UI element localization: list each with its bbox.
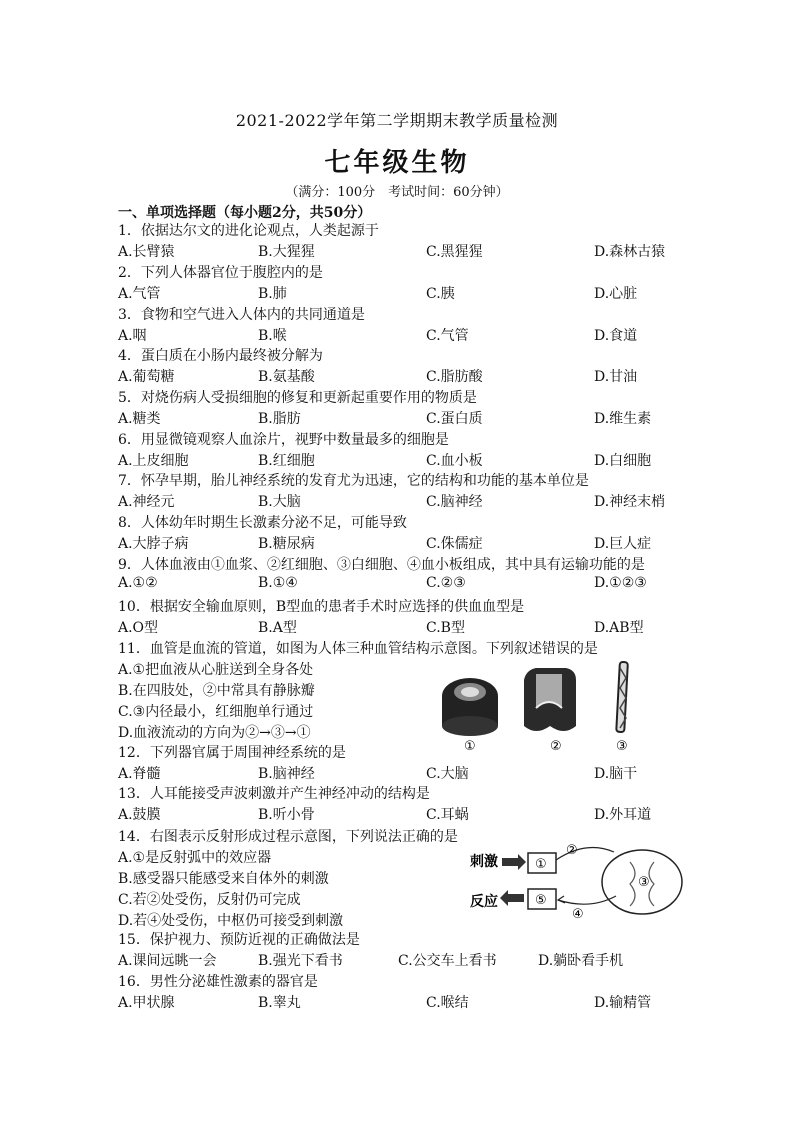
question-10-option-b: B.A型 <box>258 620 297 636</box>
question-12-option-d: D.脑干 <box>594 766 638 782</box>
question-13-stem: 13．人耳能接受声波刺激并产生神经冲动的结构是 <box>118 786 430 802</box>
question-4-option-b: B.氨基酸 <box>258 369 315 385</box>
fig14-label-2: ② <box>566 843 578 858</box>
question-8-option-c: C.侏儒症 <box>426 536 483 552</box>
question-11-option-a: A.①把血液从心脏送到全身各处 <box>118 662 314 678</box>
question-16-option-a: A.甲状腺 <box>118 995 175 1011</box>
exam-header: 2021-2022学年第二学期期末教学质量检测 <box>235 111 559 130</box>
question-1-option-d: D.森林古猿 <box>594 244 666 260</box>
question-8-stem: 8．人体幼年时期生长激素分泌不足，可能导致 <box>118 515 407 531</box>
question-5-option-c: C.蛋白质 <box>426 411 483 427</box>
blood-vessel-figure <box>432 658 642 758</box>
question-6-option-d: D.白细胞 <box>594 453 652 469</box>
question-4-option-a: A.葡萄糖 <box>118 369 175 385</box>
question-2-option-c: C.胰 <box>426 286 455 302</box>
fig14-label-3: ③ <box>638 875 650 890</box>
question-13-option-c: C.耳蜗 <box>426 807 469 823</box>
question-8-option-a: A.大脖子病 <box>118 536 189 552</box>
question-1-option-a: A.长臂猿 <box>118 244 175 260</box>
question-11-stem: 11．血管是血流的管道，如图为人体三种血管结构示意图。下列叙述错误的是 <box>118 641 598 657</box>
question-10-option-c: C.B型 <box>426 620 465 636</box>
question-10-stem: 10．根据安全输血原则，B型血的患者手术时应选择的供血血型是 <box>118 599 525 615</box>
fig11-label-2: ② <box>550 739 562 754</box>
question-11-option-b: B.在四肢处，②中常具有静脉瓣 <box>118 683 315 699</box>
reflex-arc-figure <box>468 838 688 924</box>
question-3-option-c: C.气管 <box>426 328 469 344</box>
question-15-option-c: C.公交车上看书 <box>398 953 497 969</box>
question-5-option-a: A.糖类 <box>118 411 161 427</box>
question-3-option-b: B.喉 <box>258 328 287 344</box>
question-6-option-c: C.血小板 <box>426 453 483 469</box>
question-14-stem: 14．右图表示反射形成过程示意图，下列说法正确的是 <box>118 829 458 845</box>
fig14-label-4: ④ <box>572 907 584 922</box>
question-12-option-a: A.脊髓 <box>118 766 161 782</box>
fig14-label-1: ① <box>535 857 547 872</box>
question-16-option-c: C.喉结 <box>426 995 469 1011</box>
question-14-option-b: B.感受器只能感受来自体外的刺激 <box>118 871 329 887</box>
question-14-option-a: A.①是反射弧中的效应器 <box>118 850 272 866</box>
question-6-stem: 6．用显微镜观察人血涂片，视野中数量最多的细胞是 <box>118 432 449 448</box>
question-4-stem: 4．蛋白质在小肠内最终被分解为 <box>118 348 323 364</box>
question-13-option-b: B.听小骨 <box>258 807 315 823</box>
question-8-option-b: B.糖尿病 <box>258 536 315 552</box>
question-7-option-d: D.神经末梢 <box>594 494 666 510</box>
question-12-stem: 12．下列器官属于周围神经系统的是 <box>118 745 346 761</box>
question-4-option-d: D.甘油 <box>594 369 638 385</box>
question-5-option-b: B.脂肪 <box>258 411 301 427</box>
fig11-label-1: ① <box>464 739 476 754</box>
question-2-option-b: B.肺 <box>258 286 287 302</box>
question-2-option-d: D.心脏 <box>594 286 638 302</box>
question-3-option-d: D.食道 <box>594 328 638 344</box>
question-14-option-d: D.若④处受伤，中枢仍可接受到刺激 <box>118 913 344 929</box>
question-16-stem: 16．男性分泌雄性激素的器官是 <box>118 974 318 990</box>
question-14-option-c: C.若②处受伤，反射仍可完成 <box>118 892 301 908</box>
question-12-option-b: B.脑神经 <box>258 766 315 782</box>
question-9-stem: 9．人体血液由①血浆、②红细胞、③白细胞、④血小板组成，其中具有运输功能的是 <box>118 557 645 573</box>
question-6-option-a: A.上皮细胞 <box>118 453 189 469</box>
question-2-option-a: A.气管 <box>118 286 161 302</box>
question-16-option-b: B.睾丸 <box>258 995 301 1011</box>
question-9-option-c: C.②③ <box>426 575 466 591</box>
fig11-label-3: ③ <box>616 739 628 754</box>
response-label: 反应 <box>470 894 498 910</box>
question-3-stem: 3．食物和空气进入人体内的共同通道是 <box>118 307 365 323</box>
question-1-option-c: C.黑猩猩 <box>426 244 483 260</box>
question-1-option-b: B.大猩猩 <box>258 244 315 260</box>
question-11-option-d: D.血液流动的方向为②→③→① <box>118 725 311 741</box>
stimulus-arrow <box>502 854 526 870</box>
question-7-stem: 7．怀孕早期，胎儿神经系统的发育尤为迅速，它的结构和功能的基本单位是 <box>118 473 589 489</box>
response-arrow <box>500 890 524 906</box>
question-8-option-d: D.巨人症 <box>594 536 652 552</box>
question-11-option-c: C.③内径最小，红细胞单行通过 <box>118 704 314 720</box>
question-9-option-a: A.①② <box>118 575 158 591</box>
fig14-label-5: ⑤ <box>535 893 547 908</box>
question-2-stem: 2．下列人体器官位于腹腔内的是 <box>118 265 323 281</box>
exam-title: 七年级生物 <box>324 148 470 178</box>
stimulus-label: 刺激 <box>470 854 498 870</box>
question-15-stem: 15．保护视力、预防近视的正确做法是 <box>118 932 360 948</box>
question-3-option-a: A.咽 <box>118 328 147 344</box>
question-10-option-d: D.AB型 <box>594 620 644 636</box>
question-7-option-b: B.大脑 <box>258 494 301 510</box>
question-7-option-a: A.神经元 <box>118 494 175 510</box>
question-16-option-d: D.输精管 <box>594 995 652 1011</box>
question-15-option-d: D.躺卧看手机 <box>538 953 624 969</box>
question-5-stem: 5．对烧伤病人受损细胞的修复和更新起重要作用的物质是 <box>118 390 477 406</box>
question-5-option-d: D.维生素 <box>594 411 652 427</box>
question-15-option-a: A.课间远眺一会 <box>118 953 217 969</box>
question-6-option-b: B.红细胞 <box>258 453 315 469</box>
section-heading: 一、单项选择题（每小题2分，共50分） <box>118 205 372 221</box>
question-13-option-a: A.鼓膜 <box>118 807 161 823</box>
question-13-option-d: D.外耳道 <box>594 807 652 823</box>
exam-info: （满分：100分 考试时间：60分钟） <box>285 185 509 200</box>
question-7-option-c: C.脑神经 <box>426 494 483 510</box>
question-4-option-c: C.脂肪酸 <box>426 369 483 385</box>
question-1-stem: 1．依据达尔文的进化论观点，人类起源于 <box>118 223 379 239</box>
question-9-option-b: B.①④ <box>258 575 298 591</box>
question-9-option-d: D.①②③ <box>594 575 647 591</box>
question-10-option-a: A.O型 <box>118 620 159 636</box>
question-15-option-b: B.强光下看书 <box>258 953 343 969</box>
question-12-option-c: C.大脑 <box>426 766 469 782</box>
